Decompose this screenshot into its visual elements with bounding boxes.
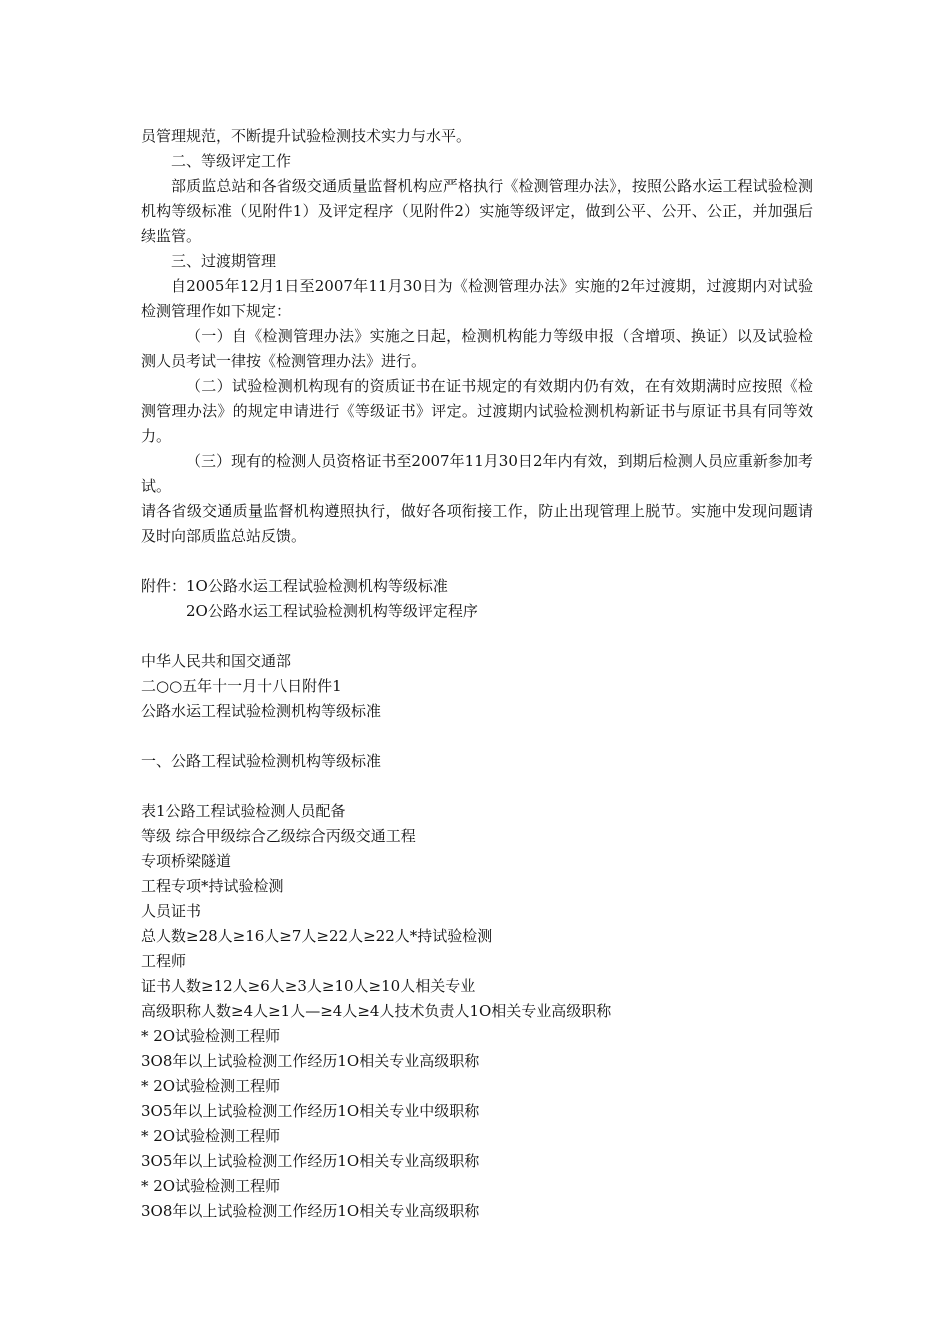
blank-line bbox=[141, 624, 813, 649]
document-paragraph: 等级 综合甲级综合乙级综合丙级交通工程 bbox=[141, 827, 416, 845]
document-paragraph: * 2O试验检测工程师 bbox=[141, 1177, 281, 1195]
document-paragraph: 人员证书 bbox=[141, 902, 202, 920]
document-paragraph: 一、公路工程试验检测机构等级标准 bbox=[141, 752, 382, 770]
blank-line bbox=[141, 774, 813, 799]
document-paragraph: 专项桥梁隧道 bbox=[141, 852, 232, 870]
document-paragraph: 3O8年以上试验检测工作经历1O相关专业高级职称 bbox=[141, 1052, 480, 1070]
document-paragraph: 2O公路水运工程试验检测机构等级评定程序 bbox=[186, 602, 478, 620]
document-paragraph: 三、过渡期管理 bbox=[171, 252, 277, 270]
document-paragraph: 部质监总站和各省级交通质量监督机构应严格执行《检测管理办法》，按照公路水运工程试验检测机构等级标准（见附件1）及评定程序（见附件2）实施等级评定，做到公平、公开、公正，并加强后续监管。 bbox=[141, 177, 813, 245]
document-paragraph: 自2005年12月1日至2007年11月30日为《检测管理办法》实施的2年过渡期，过渡期内对试验检测管理作如下规定： bbox=[141, 277, 813, 320]
document-paragraph: 员管理规范，不断提升试验检测技术实力与水平。 bbox=[141, 127, 472, 145]
document-paragraph: 总人数≥28人≥16人≥7人≥22人≥22人*持试验检测 bbox=[141, 927, 493, 945]
document-paragraph: 3O5年以上试验检测工作经历1O相关专业中级职称 bbox=[141, 1102, 480, 1120]
document-paragraph: （二）试验检测机构现有的资质证书在证书规定的有效期内仍有效，在有效期满时应按照《检测管理办法》的规定申请进行《等级证书》评定。过渡期内试验检测机构新证书与原证书具有同等效力。 bbox=[141, 377, 813, 445]
document-paragraph: 表1公路工程试验检测人员配备 bbox=[141, 802, 346, 820]
document-paragraph: 证书人数≥12人≥6人≥3人≥10人≥10人相关专业 bbox=[141, 977, 476, 995]
document-paragraph: * 2O试验检测工程师 bbox=[141, 1127, 281, 1145]
document-paragraph: （三）现有的检测人员资格证书至2007年11月30日2年内有效，到期后检测人员应重新参加考试。 bbox=[141, 452, 813, 495]
blank-line bbox=[141, 724, 813, 749]
document-paragraph: 工程专项*持试验检测 bbox=[141, 877, 284, 895]
document-paragraph: 3O5年以上试验检测工作经历1O相关专业高级职称 bbox=[141, 1152, 480, 1170]
document-paragraph: 公路水运工程试验检测机构等级标准 bbox=[141, 702, 382, 720]
document-paragraph: * 2O试验检测工程师 bbox=[141, 1077, 281, 1095]
blank-line bbox=[141, 549, 813, 574]
document-paragraph: 高级职称人数≥4人≥1人—≥4人≥4人技术负责人1O相关专业高级职称 bbox=[141, 1002, 612, 1020]
document-paragraph: 附件：1O公路水运工程试验检测机构等级标准 bbox=[141, 577, 448, 595]
document-paragraph: 3O8年以上试验检测工作经历1O相关专业高级职称 bbox=[141, 1202, 480, 1220]
document-paragraph: 请各省级交通质量监督机构遵照执行，做好各项衔接工作，防止出现管理上脱节。实施中发现问题请及时向部质监总站反馈。 bbox=[141, 502, 813, 545]
document-paragraph: 二、等级评定工作 bbox=[171, 152, 292, 170]
document-paragraph: （一）自《检测管理办法》实施之日起，检测机构能力等级申报（含增项、换证）以及试验检测人员考试一律按《检测管理办法》进行。 bbox=[141, 327, 813, 370]
document-paragraph: 工程师 bbox=[141, 952, 187, 970]
document-paragraph: 二○○五年十一月十八日附件1 bbox=[141, 677, 342, 695]
document-body bbox=[141, 124, 813, 1224]
document-paragraph: * 2O试验检测工程师 bbox=[141, 1027, 281, 1045]
document-paragraph: 中华人民共和国交通部 bbox=[141, 652, 292, 670]
